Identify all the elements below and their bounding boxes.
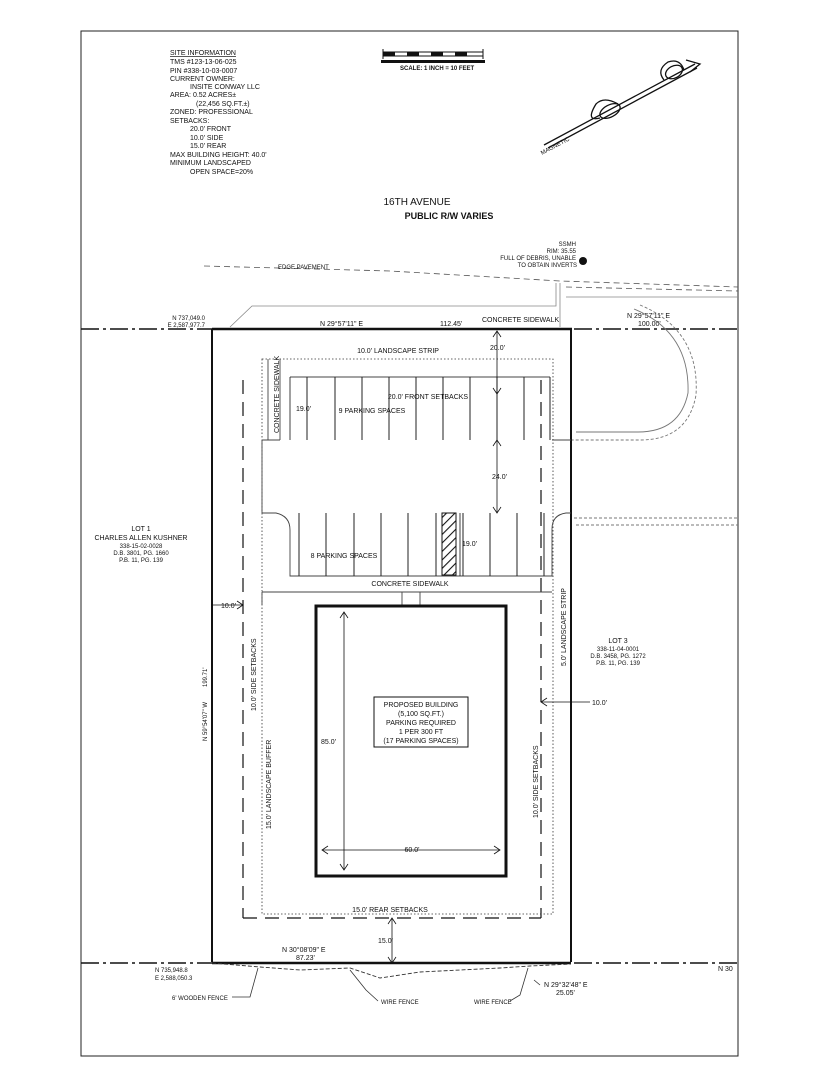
- sw-coord-n: N 735,948.8: [155, 968, 188, 974]
- rear-bearing: N 30°08'09" E: [282, 947, 326, 954]
- street-name: 16TH AVENUE: [383, 197, 451, 208]
- landscape-buffer-label: 15.0' LANDSCAPE BUFFER: [266, 739, 273, 829]
- lot-3-tms: 338-11-04-0001: [596, 647, 640, 653]
- right-side-dim: 10.0': [592, 700, 607, 707]
- se-bearing: N 29°32'48" E: [544, 982, 588, 989]
- site-info-line: INSITE CONWAY LLC: [190, 84, 260, 91]
- ne-distance: 100.00': [638, 321, 661, 328]
- site-info-heading: SITE INFORMATION: [170, 50, 236, 57]
- front-setbacks-label: 20.0' FRONT SETBACKS: [387, 394, 469, 401]
- wooden-fence-label: 6' WOODEN FENCE: [172, 996, 228, 1002]
- ssmh-title: SSMH: [558, 242, 576, 248]
- ne-bearing: N 29°57'11" E: [627, 313, 671, 320]
- lot-1-owner: CHARLES ALLEN KUSHNER: [94, 535, 188, 542]
- site-info-line: SETBACKS:: [170, 118, 210, 125]
- site-info-line: TMS #123-13-06-025: [170, 59, 237, 66]
- site-info-line: 20.0' FRONT: [190, 126, 232, 133]
- sheet-border: [81, 31, 738, 1056]
- aisle-width-dim: 24.0': [492, 474, 507, 481]
- ssmh-note: [500, 242, 587, 269]
- lot-3-label: [590, 638, 646, 667]
- accessible-aisle-hatch: [442, 513, 456, 575]
- nw-coord-n: N 737,049.0: [172, 316, 205, 322]
- site-information-block: [170, 50, 267, 176]
- site-info-line: 10.0' SIDE: [190, 135, 224, 142]
- lot-3-deed: D.B. 3458, PG. 1272: [590, 654, 646, 660]
- lot-1-title: LOT 1: [131, 526, 151, 533]
- wire-fence-label-1: WIRE FENCE: [381, 1000, 419, 1006]
- lot-3-plat: P.B. 11, PG. 139: [596, 661, 640, 667]
- site-info-line: PIN #338-10-03-0007: [170, 68, 238, 75]
- site-info-line: AREA: 0.52 ACRES±: [170, 92, 237, 99]
- building-note-line: 1 PER 300 FT: [398, 729, 444, 736]
- site-info-line: OPEN SPACE=20%: [190, 169, 254, 176]
- ssmh-note-2: TO OBTAIN INVERTS: [517, 263, 577, 269]
- rear-edge-label: N 30: [718, 966, 733, 973]
- edge-pavement-label: EDGE PAVEMENT: [278, 265, 329, 271]
- building-note-line: PARKING REQUIRED: [386, 720, 456, 727]
- wire-fence-label-2: WIRE FENCE: [474, 1000, 512, 1006]
- concrete-sidewalk-left-label: CONCRETE SIDEWALK: [274, 355, 281, 433]
- building-note-line: PROPOSED BUILDING: [383, 702, 459, 709]
- site-info-line: MAX BUILDING HEIGHT: 40.0': [170, 152, 267, 159]
- nw-coord-e: E 2,587,977.7: [167, 323, 205, 329]
- rear-distance: 87.23': [296, 955, 315, 962]
- building-depth-dim: 85.0': [321, 739, 336, 746]
- fence-lines: [212, 963, 571, 978]
- lot-1-tms: 338-15-02-0028: [119, 544, 163, 550]
- rear-setbacks-label: 15.0' REAR SETBACKS: [352, 907, 428, 914]
- sw-coord-e: E 2,588,050.3: [155, 976, 193, 982]
- scale-label: SCALE: 1 INCH = 10 FEET: [400, 66, 475, 72]
- parking-stripes-bottom: [299, 513, 544, 576]
- lot-1-deed: D.B. 3801, PG. 1660: [113, 551, 169, 557]
- front-distance: 112.45': [440, 321, 463, 328]
- site-info-line: ZONED: PROFESSIONAL: [170, 109, 253, 116]
- ssmh-note-1: FULL OF DEBRIS, UNABLE: [500, 256, 576, 262]
- left-side-dim: 10.0': [221, 603, 236, 610]
- landscape-strip-front-label: 10.0' LANDSCAPE STRIP: [357, 348, 439, 355]
- lot-1-label: [95, 526, 188, 564]
- site-info-line: 15.0' REAR: [190, 143, 227, 150]
- parking-top-label: 9 PARKING SPACES: [338, 408, 406, 415]
- driveway-curve: [570, 305, 738, 525]
- side-setbacks-left-label: 10.0' SIDE SETBACKS: [251, 638, 258, 711]
- building-width-dim: 60.0': [404, 847, 420, 854]
- north-label: MAGNETIC: [540, 136, 571, 157]
- building-walkway: [262, 592, 552, 606]
- north-arrow-icon: [540, 60, 700, 157]
- manhole-icon: [579, 257, 587, 265]
- stall-depth-bottom: 19.0': [462, 541, 477, 548]
- se-distance: 25.05': [556, 990, 575, 997]
- concrete-sidewalk-bottom-label: CONCRETE SIDEWALK: [371, 581, 449, 588]
- parking-bottom-label: 8 PARKING SPACES: [310, 553, 378, 560]
- building-note-line: (5,100 SQ.FT.): [398, 711, 444, 718]
- stall-depth-top: 19.0': [296, 406, 311, 413]
- fence-leaders: [232, 968, 540, 1001]
- site-info-line: MINIMUM LANDSCAPED: [170, 160, 251, 167]
- front-setback-dim: 20.0': [490, 345, 505, 352]
- rear-dim: 15.0': [378, 938, 393, 945]
- side-setbacks-right-label: 10.0' SIDE SETBACKS: [533, 745, 540, 818]
- west-distance: 199.71': [203, 667, 209, 687]
- front-bearing: N 29°57'11" E: [320, 321, 364, 328]
- lot-1-plat: P.B. 11, PG. 139: [119, 558, 163, 564]
- site-info-line: (22,456 SQ.FT.±): [196, 101, 250, 108]
- west-bearing: N 59°54'07" W: [203, 701, 209, 741]
- street-rw: PUBLIC R/W VARIES: [404, 211, 494, 221]
- site-info-line: CURRENT OWNER:: [170, 76, 235, 83]
- lot-3-title: LOT 3: [608, 638, 628, 645]
- scale-bar: [381, 49, 485, 72]
- front-sidewalk-label: CONCRETE SIDEWALK: [482, 317, 560, 324]
- building-note-line: (17 PARKING SPACES): [383, 738, 459, 745]
- ssmh-rim: RIM: 35.55: [546, 249, 576, 255]
- landscape-strip-right-label: 5.0' LANDSCAPE STRIP: [561, 588, 568, 666]
